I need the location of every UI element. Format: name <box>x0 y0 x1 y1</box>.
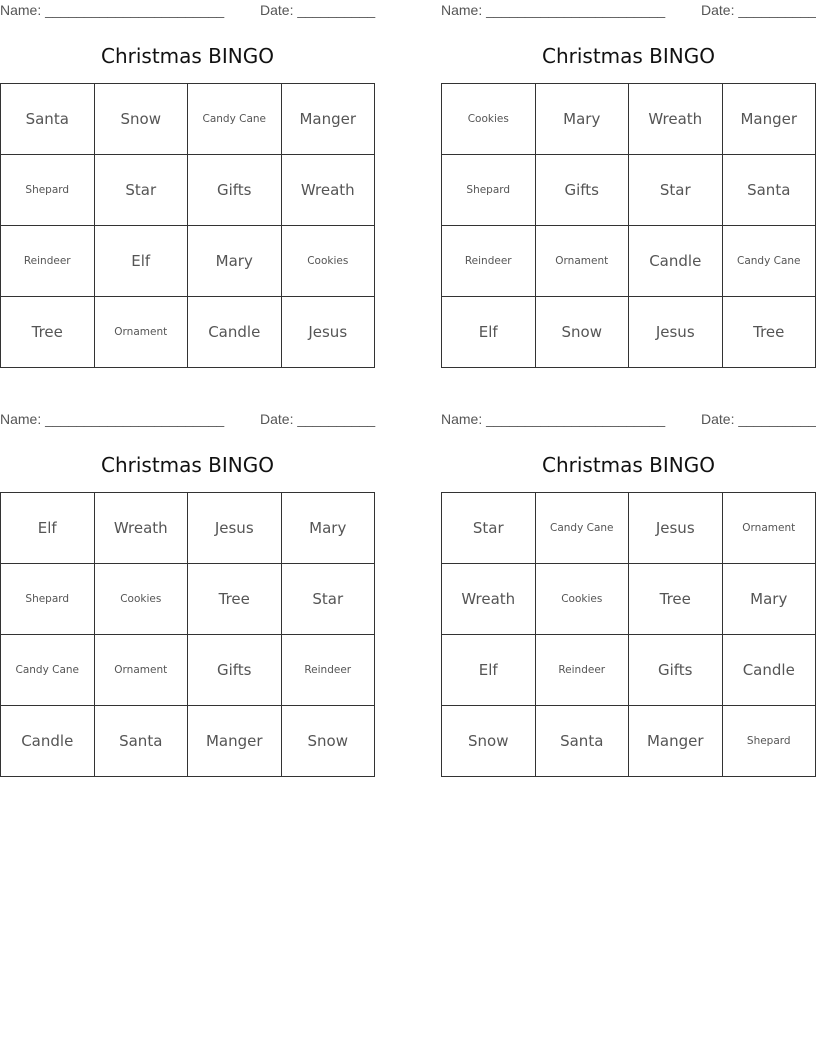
bingo-cell: Candy Cane <box>722 226 816 297</box>
bingo-cell: Reindeer <box>442 226 536 297</box>
bingo-cell: Gifts <box>188 635 282 706</box>
bingo-cell: Star <box>629 155 723 226</box>
bingo-card-4 <box>441 409 816 750</box>
bingo-row <box>442 226 816 297</box>
bingo-cell: Star <box>281 564 375 635</box>
bingo-cell: Mary <box>188 226 282 297</box>
card-title: Christmas BINGO <box>541 453 716 477</box>
bingo-cell: Ornament <box>94 297 188 368</box>
bingo-cell: Shepard <box>442 155 536 226</box>
bingo-cell: Cookies <box>94 564 188 635</box>
bingo-cell: Manger <box>629 706 723 777</box>
bingo-row <box>1 226 375 297</box>
bingo-cell: Cookies <box>535 564 629 635</box>
bingo-cell: Candy Cane <box>535 493 629 564</box>
bingo-cell: Candle <box>188 297 282 368</box>
bingo-cell: Tree <box>1 297 95 368</box>
name-field-label: Name: _______________________ <box>441 2 666 18</box>
bingo-cell: Candy Cane <box>188 84 282 155</box>
bingo-cell: Cookies <box>442 84 536 155</box>
bingo-cell: Elf <box>442 297 536 368</box>
bingo-cell: Snow <box>442 706 536 777</box>
bingo-cell: Ornament <box>94 635 188 706</box>
name-field-label: Name: _______________________ <box>0 411 225 427</box>
bingo-row <box>442 84 816 155</box>
bingo-cell: Santa <box>94 706 188 777</box>
bingo-cell: Candle <box>629 226 723 297</box>
bingo-cell: Ornament <box>535 226 629 297</box>
bingo-cell: Santa <box>722 155 816 226</box>
bingo-cell: Gifts <box>629 635 723 706</box>
bingo-row <box>1 297 375 368</box>
bingo-cell: Snow <box>281 706 375 777</box>
bingo-grid <box>0 83 375 368</box>
date-field-label: Date: __________ <box>260 2 376 18</box>
bingo-cell: Mary <box>281 493 375 564</box>
bingo-cell: Jesus <box>281 297 375 368</box>
bingo-cell: Santa <box>1 84 95 155</box>
bingo-cell: Manger <box>188 706 282 777</box>
card-header <box>441 409 816 431</box>
bingo-cell: Snow <box>94 84 188 155</box>
bingo-cell: Santa <box>535 706 629 777</box>
bingo-grid <box>441 83 816 368</box>
bingo-cell: Shepard <box>1 564 95 635</box>
bingo-row <box>1 493 375 564</box>
date-field-label: Date: __________ <box>701 2 816 18</box>
bingo-cell: Shepard <box>722 706 816 777</box>
bingo-cell: Reindeer <box>535 635 629 706</box>
name-field-label: Name: _______________________ <box>441 411 666 427</box>
bingo-cell: Reindeer <box>281 635 375 706</box>
bingo-cell: Mary <box>722 564 816 635</box>
card-header <box>0 409 375 431</box>
bingo-cell: Star <box>94 155 188 226</box>
bingo-cell: Cookies <box>281 226 375 297</box>
date-field-label: Date: __________ <box>260 411 376 427</box>
bingo-cell: Tree <box>188 564 282 635</box>
bingo-cell: Wreath <box>442 564 536 635</box>
bingo-row <box>442 706 816 777</box>
bingo-row <box>442 635 816 706</box>
bingo-cell: Jesus <box>188 493 282 564</box>
bingo-card-2 <box>441 0 816 341</box>
bingo-cell: Wreath <box>281 155 375 226</box>
bingo-cell: Ornament <box>722 493 816 564</box>
bingo-cell: Candle <box>1 706 95 777</box>
name-field-label: Name: _______________________ <box>0 2 225 18</box>
card-header <box>0 0 375 22</box>
bingo-cell: Tree <box>629 564 723 635</box>
bingo-cell: Candy Cane <box>1 635 95 706</box>
bingo-cell: Reindeer <box>1 226 95 297</box>
bingo-cell: Gifts <box>535 155 629 226</box>
bingo-cell: Elf <box>442 635 536 706</box>
card-title: Christmas BINGO <box>100 44 275 68</box>
bingo-cell: Gifts <box>188 155 282 226</box>
bingo-cell: Shepard <box>1 155 95 226</box>
bingo-cell: Jesus <box>629 297 723 368</box>
card-title: Christmas BINGO <box>541 44 716 68</box>
bingo-cell: Star <box>442 493 536 564</box>
bingo-cell: Jesus <box>629 493 723 564</box>
bingo-cell: Wreath <box>629 84 723 155</box>
bingo-cell: Candle <box>722 635 816 706</box>
bingo-row <box>1 84 375 155</box>
bingo-cell: Snow <box>535 297 629 368</box>
bingo-row <box>442 564 816 635</box>
bingo-grid <box>0 492 375 777</box>
card-header <box>441 0 816 22</box>
bingo-card-3 <box>0 409 376 750</box>
bingo-cell: Mary <box>535 84 629 155</box>
bingo-card-1 <box>0 0 376 341</box>
bingo-cell: Manger <box>722 84 816 155</box>
bingo-row <box>1 635 375 706</box>
bingo-cell: Elf <box>1 493 95 564</box>
bingo-cell: Elf <box>94 226 188 297</box>
bingo-cell: Manger <box>281 84 375 155</box>
bingo-row <box>1 706 375 777</box>
bingo-grid <box>441 492 816 777</box>
bingo-row <box>1 564 375 635</box>
bingo-cell: Tree <box>722 297 816 368</box>
bingo-row <box>442 155 816 226</box>
card-title: Christmas BINGO <box>100 453 275 477</box>
bingo-row <box>1 155 375 226</box>
bingo-row <box>442 297 816 368</box>
bingo-row <box>442 493 816 564</box>
date-field-label: Date: __________ <box>701 411 816 427</box>
bingo-cell: Wreath <box>94 493 188 564</box>
